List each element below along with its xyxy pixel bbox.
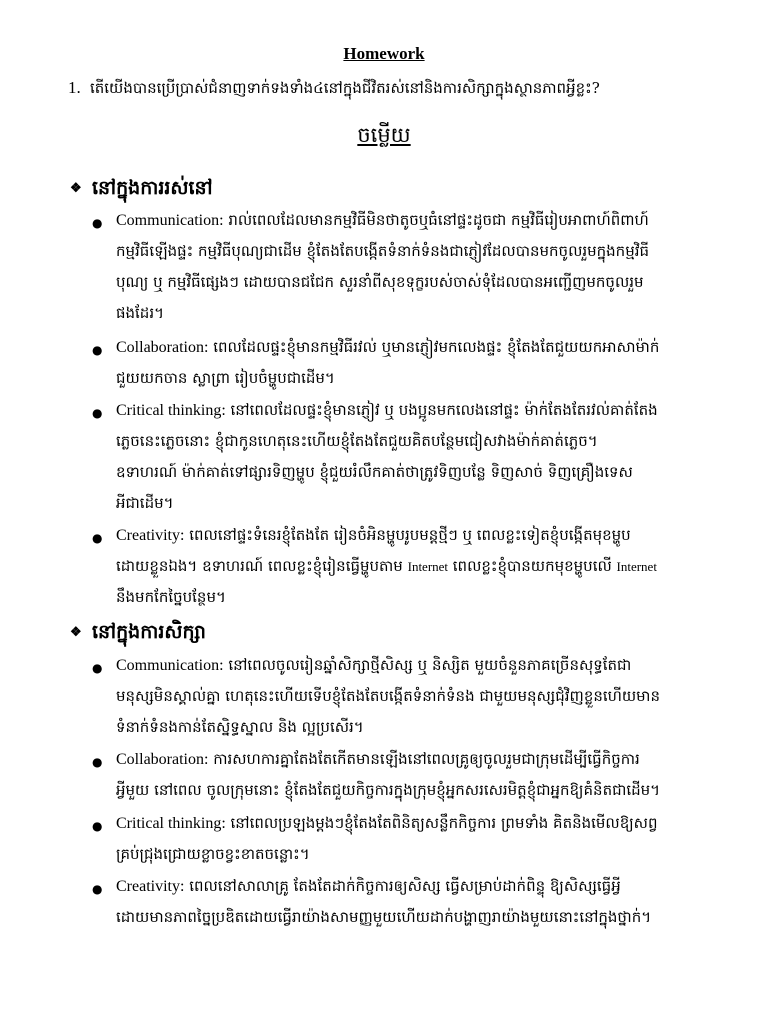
item-line: Communication: រាល់ពេលដែលមានកម្មវិធីមិនថាតូចឬធំនៅផ្ទះដូចជា កម្មវិធីរៀបអាពាហ៍ពិពាហ៍ [116,211,649,229]
bullet-icon: ● [92,531,103,545]
item-line: ជួយយកចាន ស្លាព្រា រៀបចំម្ហូបជាដើម។ [116,369,335,387]
bullet-icon: ● [92,819,103,833]
bullet-icon: ● [92,661,103,675]
item-line: ឧទាហរណ៍ ម៉ាក់គាត់ទៅផ្សារទិញម្ហូប ខ្ញុំជួយរំលឹកគាត់ថាត្រូវទិញបន្លែ ទិញសាច់ ទិញគ្រឿងទេស [116,463,633,481]
item-line: ដោយខ្លួនឯង។ ឧទាហរណ៍ ពេលខ្លះខ្ញុំរៀនធ្វើម្ហូបតាម Internet ពេលខ្លះខ្ញុំបានយកមុខម្ហូបលើ Internet [116,557,657,575]
item-line: មនុស្សមិនស្គាល់គ្នា ហេតុនេះហើយទើបខ្ញុំតែងតែបង្កើតទំនាក់ទំនង ជាមួយមនុស្សជុំវិញខ្លួនហើយមាន [116,687,660,705]
bullet-icon: ● [92,406,103,420]
skill-term: Critical thinking: [116,815,226,832]
skill-term: Creativity: [116,878,185,895]
skill-term: Creativity: [116,527,185,544]
item-line: នឹងមកកែច្នៃបន្ថែម។ [116,588,226,606]
item-line: Collaboration: ការសហការគ្នាតែងតែកើតមានឡើងនៅពេលគ្រូឲ្យចូលរួមជាក្រុមដើម្បីធ្វើកិច្ចការ [116,750,640,768]
item-line: ផងដែរ។ [116,304,164,322]
answer-heading: ចម្លើយ [357,123,411,147]
item-line: ទំនាក់ទំនងកាន់តែស្និទ្ធស្នាល និង ល្អប្រសើរ។ [116,718,364,736]
item-line: អ្វីមួយ នៅពេល ចូលក្រុមនោះ ខ្ញុំតែងតែជួយកិច្ចការក្នុងក្រុមខ្ញុំអ្នកសរសេរមិត្តខ្ញុំជាអ្នកឱ្យគំនិតជាដើម។ [116,781,661,799]
section-heading-study: ❖ នៅក្នុងការសិក្សា [70,621,206,643]
question-number: 1. [68,78,81,97]
diamond-bullet-icon: ❖ [70,181,82,196]
question [68,78,748,101]
skill-term: Collaboration: [116,339,209,356]
item-line: កម្មវិធីឡើងផ្ទះ កម្មវិធីបុណ្យជាដើម ខ្ញុំតែងតែបង្កើតទំនាក់ទំនងជាភ្ញៀវដែលបានមកចូលរួមក្នុងកម្មវិធី [116,242,649,260]
latin-word: Internet [407,559,449,574]
item-line: Creativity: ពេលនៅផ្ទះទំនេរខ្ញុំតែងតែ រៀនចំអិនម្ហូបរូបមន្តថ្មីៗ ឬ ពេលខ្លះទៀតខ្ញុំបង្កើតមុខម្ហូប [116,526,631,544]
section-heading-living: ❖ នៅក្នុងការរស់នៅ [70,177,213,199]
item-line: ដោយមានភាពច្នៃប្រឌិតដោយធ្វើរាយ៉ាងសាមញ្ញមួយហើយដាក់បង្ហាញរាយ៉ាងមួយនោះនៅក្នុងថ្នាក់។ [116,908,652,926]
item-line: គ្រប់ជ្រុងជ្រោយខ្លាចខ្វះខាតចន្លោះ។ [116,845,310,863]
skill-term: Communication: [116,657,224,674]
item-line: Critical thinking: នៅពេលដែលផ្ទះខ្ញុំមានភ្ញៀវ ឬ បងប្អូនមកលេងនៅផ្ទះ ម៉ាក់តែងតែរវល់គាត់តែង [116,401,658,419]
bullet-icon: ● [92,882,103,896]
item-line: Critical thinking: នៅពេលប្រឡងម្តងៗខ្ញុំតែងតែពិនិត្យសន្លឹកកិច្ចការ ព្រមទាំង គិតនិងមើលឱ្យសព្វ [116,814,658,832]
bullet-icon: ● [92,755,103,769]
skill-term: Collaboration: [116,751,209,768]
skill-term: Critical thinking: [116,402,226,419]
item-line: អីជាដើម។ [116,494,174,512]
bullet-icon: ● [92,216,103,230]
question-text: តើយើងបានប្រើប្រាស់ជំនាញទាក់ទងទាំង៤នៅក្នុងជីវិតរស់នៅនិងការសិក្សាក្នុងស្ថានភាពអ្វីខ្លះ? [90,79,600,97]
item-line: Creativity: ពេលនៅសាលាគ្រូ តែងតែដាក់កិច្ចការឲ្យសិស្ស ធ្វើសម្រាប់ដាក់ពិន្ទុ ឱ្យសិស្សធ្វើអ្វី [116,877,621,895]
bullet-icon: ● [92,343,103,357]
diamond-bullet-icon: ❖ [70,625,82,640]
latin-word: Internet [616,559,657,574]
item-line: បុណ្យ ឬ កម្មវិធីផ្សេងៗ ដោយបានជជែក សួរនាំពីសុខទុក្ខរបស់ចាស់ទុំដែលបានអញ្ជើញមកចូលរួម [116,273,644,291]
item-line: ភ្លេចនេះភ្លេចនោះ ខ្ញុំជាកូនហេតុនេះហើយខ្ញុំតែងតែជួយគិតបន្ថែមជៀសវាងម៉ាក់គាត់ភ្លេច។ [116,432,598,450]
item-line: Collaboration: ពេលដែលផ្ទះខ្ញុំមានកម្មវិធីរវល់ ឬមានភ្ញៀវមកលេងផ្ទះ ខ្ញុំតែងតែជួយយកអាសាម៉ាក់ [116,338,660,356]
skill-term: Communication: [116,212,224,229]
page-title: Homework [343,44,425,63]
item-line: Communication: នៅពេលចូលរៀនឆ្នាំសិក្សាថ្មីសិស្ស ឬ និស្សិត មួយចំនួនភាគច្រើនសុទ្ធតែជា [116,656,632,674]
